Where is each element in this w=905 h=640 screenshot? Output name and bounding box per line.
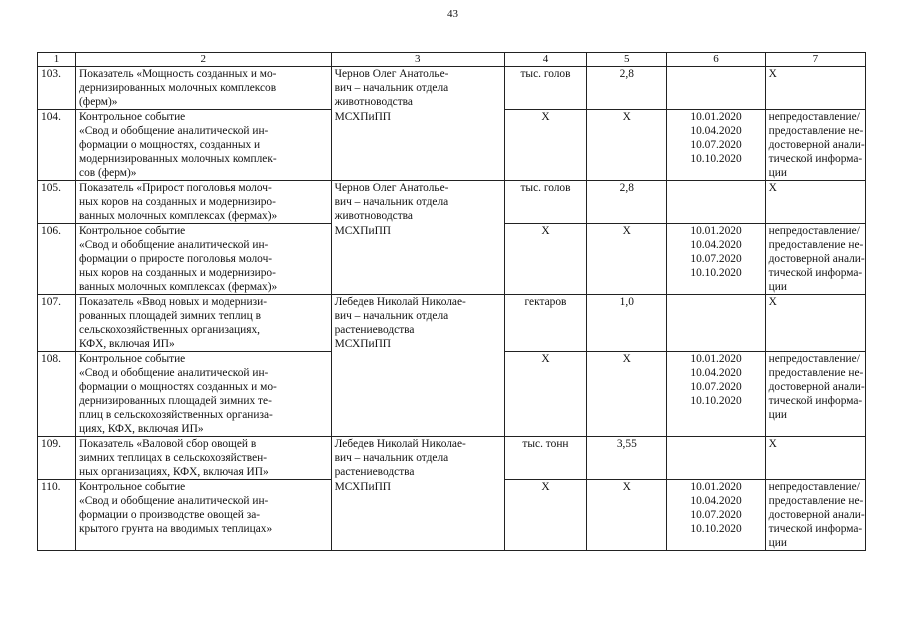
cell-line: Показатель «Ввод новых и модернизи- (79, 296, 267, 308)
cell-line: Контрольное событие (79, 225, 186, 237)
indicator-description (76, 352, 332, 437)
unit-of-measure: тыс. голов (504, 67, 586, 110)
indicator-description (76, 67, 332, 110)
control-dates (667, 224, 765, 295)
cell-line: Х (768, 296, 777, 308)
control-events-table (37, 52, 866, 551)
target-value: 3,55 (587, 437, 667, 480)
row-number: 106. (38, 224, 76, 295)
cell-line: непредоставление/ (768, 481, 860, 493)
cell-line: сов (ферм)» (79, 167, 137, 179)
cell-line: плиц в сельскохозяйственных организа- (79, 409, 273, 421)
table-row (38, 352, 866, 437)
cell-line: предоставление не- (768, 125, 864, 137)
unit-of-measure: тыс. тонн (504, 437, 586, 480)
cell-line: 10.07.2020 (690, 253, 742, 265)
responsible-person (331, 295, 504, 352)
table-row (38, 480, 866, 551)
cell-line: ных организациях, КФХ, включая ИП» (79, 466, 269, 478)
cell-line: достоверной анали- (768, 381, 865, 393)
column-header: 1 (38, 53, 76, 67)
cell-line: ции (768, 409, 787, 421)
control-dates (667, 110, 765, 181)
risk-note (765, 437, 865, 480)
cell-line: достоверной анали- (768, 509, 865, 521)
cell-line: рованных площадей зимних теплиц в (79, 310, 261, 322)
cell-line: МСХПиПП (334, 338, 392, 350)
control-dates (667, 67, 765, 110)
column-header: 6 (667, 53, 765, 67)
cell-line: вич – начальник отдела (334, 452, 449, 464)
cell-line: МСХПиПП (334, 224, 392, 237)
cell-line: дернизированных площадей зимних те- (79, 395, 272, 407)
cell-line: Контрольное событие (79, 353, 186, 365)
table-header-row (38, 53, 866, 67)
cell-line: тической информа- (768, 395, 863, 407)
cell-line: тической информа- (768, 523, 863, 535)
cell-line: формации о приросте поголовья молоч- (79, 253, 273, 265)
cell-line: Контрольное событие (79, 481, 186, 493)
cell-line: Х (768, 438, 777, 450)
cell-line: 10.01.2020 (690, 225, 742, 237)
unit-of-measure: Х (504, 352, 586, 437)
control-dates (667, 181, 765, 224)
row-number: 109. (38, 437, 76, 480)
cell-line: тической информа- (768, 153, 863, 165)
responsible-person (331, 480, 504, 551)
cell-line: 10.10.2020 (690, 153, 742, 165)
cell-line: предоставление не- (768, 239, 864, 251)
risk-note (765, 352, 865, 437)
cell-line: Показатель «Прирост поголовья молоч- (79, 182, 272, 194)
row-number: 103. (38, 67, 76, 110)
responsible-person (331, 352, 504, 437)
cell-line: тической информа- (768, 267, 863, 279)
target-value: Х (587, 224, 667, 295)
control-dates (667, 352, 765, 437)
indicator-description (76, 295, 332, 352)
cell-line: предоставление не- (768, 367, 864, 379)
cell-line: ции (768, 537, 787, 549)
unit-of-measure: Х (504, 110, 586, 181)
responsible-person (331, 437, 504, 480)
cell-line: растениеводства (334, 466, 415, 478)
control-dates (667, 480, 765, 551)
indicator-description (76, 110, 332, 181)
table-row (38, 224, 866, 295)
cell-line: зимних теплицах в сельскохозяйствен- (79, 452, 268, 464)
row-number: 105. (38, 181, 76, 224)
cell-line: сельскохозяйственных организациях, (79, 324, 260, 336)
cell-line: 10.04.2020 (690, 495, 742, 507)
risk-note (765, 110, 865, 181)
risk-note (765, 295, 865, 352)
risk-note (765, 480, 865, 551)
target-value: 1,0 (587, 295, 667, 352)
target-value: Х (587, 480, 667, 551)
cell-line: (ферм)» (79, 96, 118, 108)
cell-line: 10.04.2020 (690, 367, 742, 379)
cell-line: «Свод и обобщение аналитической ин- (79, 495, 269, 507)
cell-line: вич – начальник отдела (334, 196, 449, 208)
indicator-description (76, 480, 332, 551)
cell-line: Лебедев Николай Николае- (334, 438, 466, 450)
cell-line: крытого грунта на вводимых теплицах» (79, 523, 273, 535)
row-number: 108. (38, 352, 76, 437)
cell-line: МСХПиПП (334, 110, 392, 123)
cell-line: животноводства (334, 210, 413, 222)
cell-line: ных коров на созданных и модернизиро- (79, 196, 276, 208)
cell-line: предоставление не- (768, 495, 864, 507)
cell-line: ции (768, 167, 787, 179)
cell-line: 10.07.2020 (690, 509, 742, 521)
row-number: 104. (38, 110, 76, 181)
cell-line: «Свод и обобщение аналитической ин- (79, 367, 269, 379)
cell-line: 10.07.2020 (690, 381, 742, 393)
unit-of-measure: гектаров (504, 295, 586, 352)
table-row (38, 110, 866, 181)
cell-line: Х (768, 182, 777, 194)
cell-line: 10.07.2020 (690, 139, 742, 151)
column-header: 2 (76, 53, 332, 67)
risk-note (765, 224, 865, 295)
cell-line: Показатель «Мощность созданных и мо- (79, 68, 277, 80)
cell-line: животноводства (334, 96, 413, 108)
column-header: 7 (765, 53, 865, 67)
unit-of-measure: тыс. голов (504, 181, 586, 224)
control-dates (667, 437, 765, 480)
cell-line: 10.04.2020 (690, 125, 742, 137)
cell-line: дернизированных молочных комплексов (79, 82, 277, 94)
cell-line: непредоставление/ (768, 225, 860, 237)
cell-line: формации о мощностях созданных и мо- (79, 381, 277, 393)
cell-line: 10.01.2020 (690, 111, 742, 123)
column-header: 3 (331, 53, 504, 67)
cell-line: КФХ, включая ИП» (79, 338, 175, 350)
risk-note (765, 67, 865, 110)
cell-line: достоверной анали- (768, 253, 865, 265)
unit-of-measure: Х (504, 224, 586, 295)
target-value: 2,8 (587, 181, 667, 224)
responsible-person (331, 67, 504, 110)
cell-line: вич – начальник отдела (334, 82, 449, 94)
column-header: 4 (504, 53, 586, 67)
control-dates (667, 295, 765, 352)
cell-line: «Свод и обобщение аналитической ин- (79, 239, 269, 251)
cell-line: непредоставление/ (768, 111, 860, 123)
row-number: 107. (38, 295, 76, 352)
table-row (38, 437, 866, 480)
table-row (38, 181, 866, 224)
cell-line: ванных молочных комплексах (фермах)» (79, 281, 278, 293)
cell-line: Х (768, 68, 777, 80)
table-body (38, 67, 866, 551)
cell-line: 10.01.2020 (690, 353, 742, 365)
table-row (38, 67, 866, 110)
column-header: 5 (587, 53, 667, 67)
cell-line: вич – начальник отдела (334, 310, 449, 322)
cell-line: формации о производстве овощей за- (79, 509, 261, 521)
indicator-description (76, 437, 332, 480)
cell-line: модернизированных молочных комплек- (79, 153, 277, 165)
cell-line: Контрольное событие (79, 111, 186, 123)
cell-line: Лебедев Николай Николае- (334, 296, 466, 308)
indicator-description (76, 224, 332, 295)
cell-line: ции (768, 281, 787, 293)
cell-line: ванных молочных комплексах (фермах)» (79, 210, 278, 222)
cell-line: Чернов Олег Анатолье- (334, 68, 449, 80)
risk-note (765, 181, 865, 224)
cell-line: Показатель «Валовой сбор овощей в (79, 438, 257, 450)
cell-line: Чернов Олег Анатолье- (334, 182, 449, 194)
page-number: 43 (447, 8, 458, 20)
cell-line: достоверной анали- (768, 139, 865, 151)
target-value: Х (587, 352, 667, 437)
cell-line: циях, КФХ, включая ИП» (79, 423, 204, 435)
responsible-person (331, 110, 504, 181)
cell-line: МСХПиПП (334, 480, 392, 493)
cell-line: 10.01.2020 (690, 481, 742, 493)
indicator-description (76, 181, 332, 224)
cell-line: 10.10.2020 (690, 395, 742, 407)
cell-line: 10.04.2020 (690, 239, 742, 251)
cell-line: формации о мощностях, созданных и (79, 139, 261, 151)
row-number: 110. (38, 480, 76, 551)
table-row (38, 295, 866, 352)
responsible-person (331, 224, 504, 295)
unit-of-measure: Х (504, 480, 586, 551)
responsible-person (331, 181, 504, 224)
cell-line: ных коров на созданных и модернизиро- (79, 267, 276, 279)
target-value: 2,8 (587, 67, 667, 110)
cell-line: «Свод и обобщение аналитической ин- (79, 125, 269, 137)
target-value: Х (587, 110, 667, 181)
cell-line: непредоставление/ (768, 353, 860, 365)
cell-line: 10.10.2020 (690, 267, 742, 279)
cell-line: 10.10.2020 (690, 523, 742, 535)
cell-line: растениеводства (334, 324, 415, 336)
